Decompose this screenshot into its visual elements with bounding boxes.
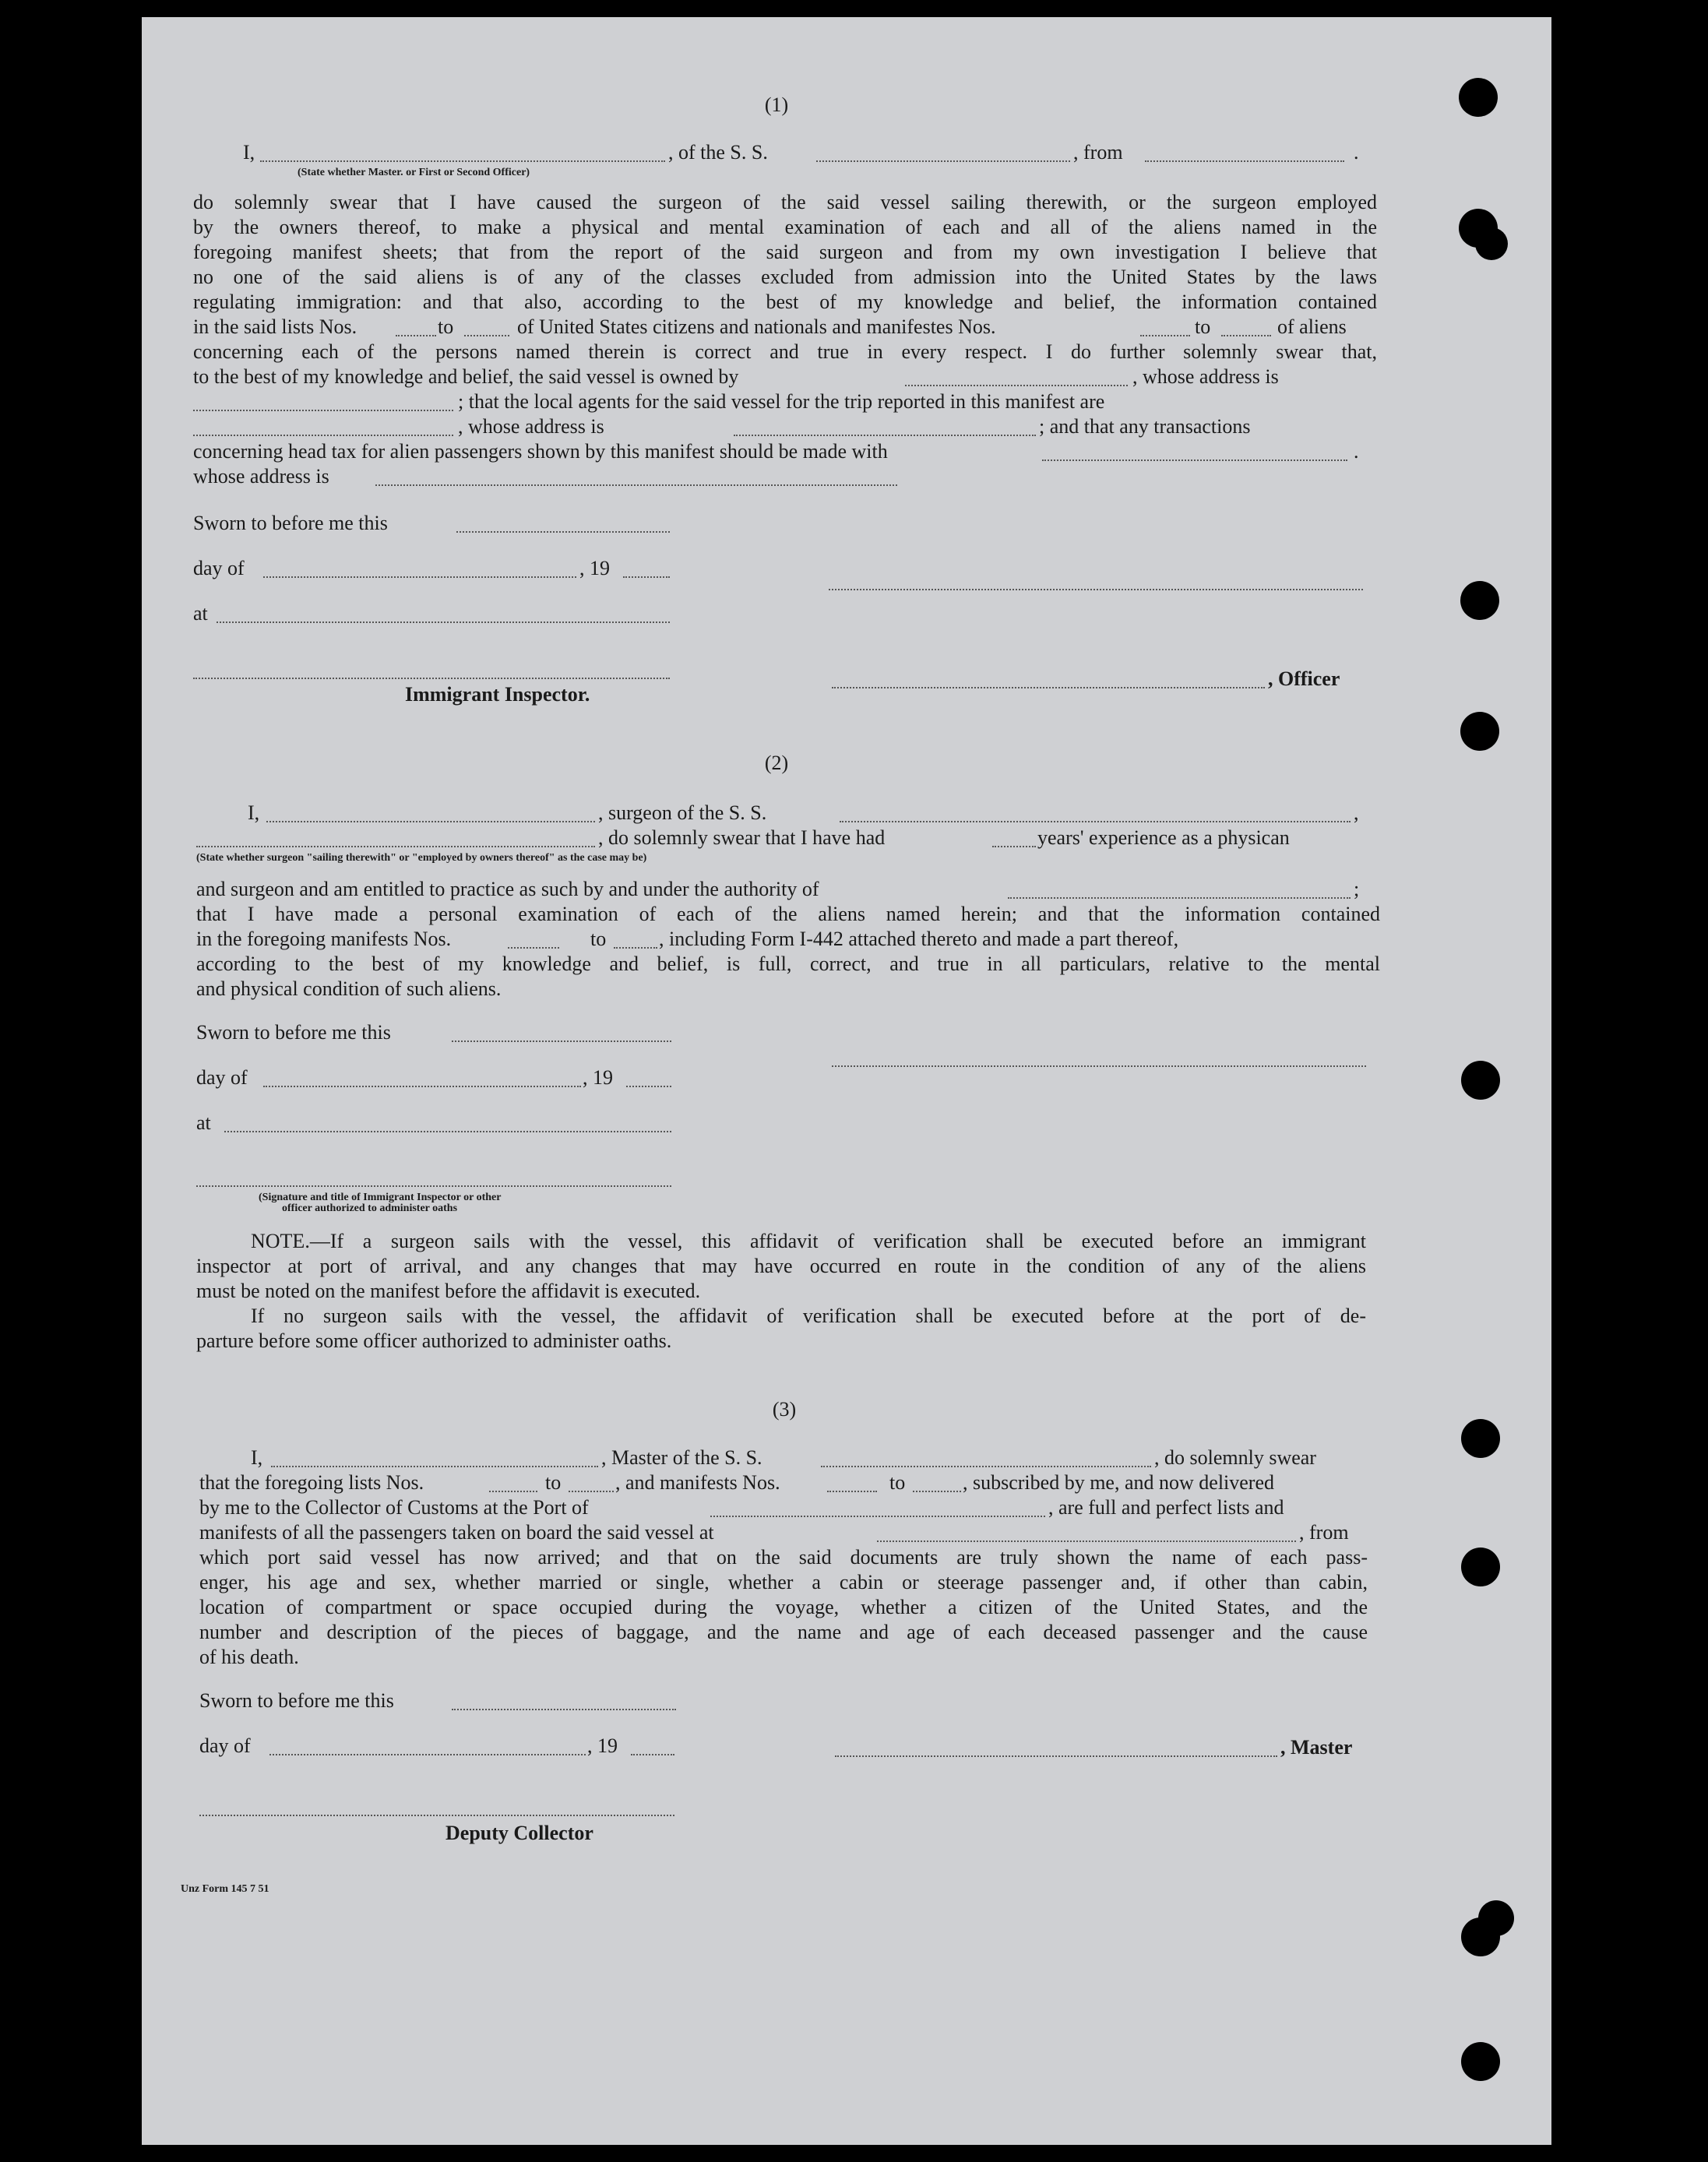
s1-at: at [193, 602, 208, 625]
s3-master-sig-field[interactable] [835, 1755, 1277, 1757]
s3-name-field[interactable] [271, 1466, 598, 1467]
s1-l6-a: in the said lists Nos. [193, 315, 357, 338]
s2-l3-end: ; [1354, 878, 1360, 900]
s3-lists-to-field[interactable] [569, 1491, 614, 1492]
s3-manifests-from-field[interactable] [827, 1491, 877, 1492]
s1-inspector-sig-field[interactable] [193, 678, 670, 679]
binder-hole-10 [1461, 1917, 1500, 1956]
note-line-5: parture before some officer authorized to administer oaths. [196, 1329, 672, 1352]
s3-line-9: of his death. [199, 1646, 299, 1668]
s2-manifests-from-field[interactable] [508, 947, 559, 949]
s1-i: I, [243, 141, 255, 164]
s3-port-field[interactable] [710, 1516, 1045, 1517]
s1-officer-note: (State whether Master. or First or Second Officer) [298, 167, 530, 178]
s3-sworn: Sworn to before me this [199, 1689, 394, 1712]
s1-of-ss: , of the S. S. [668, 141, 768, 164]
binder-hole-11 [1461, 2042, 1500, 2081]
section-2-number: (2) [764, 752, 789, 774]
s1-l8-b: , whose address is [1132, 365, 1279, 388]
s1-line-2: by the owners thereof, to make a physical and mental examination of each and all of the aliens named in the [193, 216, 1377, 238]
s1-lists-from-field[interactable] [396, 335, 436, 336]
s1-inspector-label: Immigrant Inspector. [405, 683, 590, 706]
s1-sworn-field[interactable] [456, 531, 670, 533]
s1-line-1: do solemnly swear that I have caused the surgeon of the said vessel sailing therewith, or the surgeon employed [193, 191, 1377, 213]
s3-r2-c: , and manifests Nos. [615, 1471, 780, 1494]
binder-hole-4 [1460, 581, 1499, 620]
s2-at-field[interactable] [224, 1131, 671, 1132]
s2-manifests-to-field[interactable] [614, 947, 657, 949]
s1-line-5: regulating immigration: and that also, according to the best of my knowledge and belief, the information contained [193, 290, 1377, 313]
s3-board-port-field[interactable] [877, 1541, 1296, 1542]
s1-lists-to-field[interactable] [464, 335, 509, 336]
s2-r2-b: years' experience as a physican [1037, 826, 1290, 849]
s3-r2-a: that the foregoing lists Nos. [199, 1471, 424, 1494]
s1-sworn: Sworn to before me this [193, 512, 388, 534]
s3-line-5: which port said vessel has now arrived; and that on the said documents are truly shown the name of each pass- [199, 1546, 1368, 1569]
s1-l11-a: concerning head tax for alien passengers shown by this manifest should be made with [193, 440, 888, 463]
s2-l3: and surgeon and am entitled to practice as such by and under the authority of [196, 878, 819, 900]
s3-r3-a: by me to the Collector of Customs at the Port of [199, 1496, 589, 1519]
s2-year-field[interactable] [626, 1086, 671, 1087]
form-identifier: Unz Form 145 7 51 [181, 1883, 269, 1895]
s1-agents-field[interactable] [193, 435, 453, 436]
s1-day-field[interactable] [263, 576, 576, 578]
s2-at: at [196, 1111, 211, 1134]
s2-surgeon-of-ss: , surgeon of the S. S. [598, 801, 767, 824]
s1-l6-b: to [438, 315, 454, 338]
s1-year-field[interactable] [623, 576, 670, 578]
s1-owner-field[interactable] [905, 385, 1128, 386]
s1-line-7: concerning each of the persons named therein is correct and true in every respect. I do further solemnly swear that, [193, 340, 1377, 363]
s1-agents-address-field[interactable] [734, 435, 1036, 436]
s2-line-7: and physical condition of such aliens. [196, 977, 502, 1000]
s1-l8-a: to the best of my knowledge and belief, the said vessel is owned by [193, 365, 739, 388]
s3-r4-b: , from [1299, 1521, 1349, 1544]
s2-l5-c: , including Form I-442 attached thereto and made a part thereof, [659, 928, 1179, 950]
s1-year: , 19 [579, 557, 610, 579]
s3-r2-e: , subscribed by me, and now delivered [963, 1471, 1275, 1494]
s3-line-7: location of compartment or space occupied during the voyage, whether a citizen of the United States, and the [199, 1596, 1368, 1618]
s3-vessel-field[interactable] [821, 1466, 1151, 1467]
s2-day-of: day of [196, 1066, 248, 1089]
s3-day-of: day of [199, 1734, 251, 1757]
s2-day-field[interactable] [263, 1086, 581, 1087]
s3-collector-label: Deputy Collector [445, 1822, 593, 1844]
s2-sig-note-2: officer authorized to administer oaths [282, 1202, 458, 1214]
binder-hole-5 [1460, 712, 1499, 751]
s1-l6-c: of United States citizens and nationals and manifestes Nos. [517, 315, 996, 338]
s3-r4-a: manifests of all the passengers taken on board the said vessel at [199, 1521, 714, 1544]
s2-inspector-sig-field[interactable] [196, 1185, 671, 1187]
s3-sworn-field[interactable] [452, 1709, 676, 1710]
s2-sig-note-1: (Signature and title of Immigrant Inspector or other [259, 1192, 502, 1203]
s1-head-tax-field[interactable] [1042, 460, 1347, 461]
s1-officer-sig-field[interactable] [832, 687, 1265, 688]
s2-year: , 19 [583, 1066, 613, 1089]
s3-master-label: , Master [1280, 1736, 1353, 1759]
s2-l5-a: in the foregoing manifests Nos. [196, 928, 452, 950]
s3-manifests-to-field[interactable] [913, 1491, 961, 1492]
form-page [142, 17, 1551, 2145]
note-line-1: NOTE.—If a surgeon sails with the vessel, this affidavit of verification shall be executed before an immigrant [251, 1230, 1366, 1252]
s2-surgeon-note: (State whether surgeon "sailing therewith" or "employed by owners thereof" as the case may be) [196, 852, 647, 864]
s3-r2-b: to [545, 1471, 562, 1494]
s1-head-tax-address-field[interactable] [375, 484, 897, 486]
binder-hole-7 [1461, 1419, 1500, 1458]
s3-line-8: number and description of the pieces of baggage, and the name and age of each deceased passenger and the cause [199, 1621, 1368, 1643]
binder-hole-3 [1475, 227, 1508, 260]
s3-r3-b: , are full and perfect lists and [1048, 1496, 1284, 1519]
s3-year-field[interactable] [631, 1754, 674, 1755]
s1-line-4: no one of the said aliens is of any of the classes excluded from admission into the United States by the laws [193, 266, 1377, 288]
s3-master-of-ss: , Master of the S. S. [601, 1446, 762, 1469]
s3-line-6: enger, his age and sex, whether married or single, whether a cabin or steerage passenger and, if other than cabin, [199, 1571, 1368, 1593]
s1-period: . [1354, 141, 1359, 164]
section-1-number: (1) [764, 93, 789, 116]
s3-swear: , do solemnly swear [1154, 1446, 1316, 1469]
note-line-2: inspector at port of arrival, and any changes that may have occurred en route in the condition of any of the aliens [196, 1255, 1366, 1277]
s2-authority-field[interactable] [1008, 897, 1351, 899]
s3-lists-from-field[interactable] [489, 1491, 537, 1492]
s2-comma: , [1354, 801, 1359, 824]
s2-l5-b: to [590, 928, 607, 950]
s2-vessel-field[interactable] [840, 821, 1351, 822]
s1-line-3: foregoing manifest sheets; that from the report of the said surgeon and from my own investigation I believe that [193, 241, 1377, 263]
s1-l12: whose address is [193, 465, 329, 488]
s2-i: I, [248, 801, 260, 824]
s1-from: , from [1073, 141, 1123, 164]
s2-right-sig-field[interactable] [832, 1065, 1366, 1067]
s1-owner-address-field[interactable] [193, 410, 453, 411]
s1-vessel-field[interactable] [816, 160, 1070, 162]
s2-name-field[interactable] [266, 821, 595, 822]
s1-line-9: ; that the local agents for the said vessel for the trip reported in this manifest are [458, 390, 1105, 413]
s1-manifests-to-field[interactable] [1221, 335, 1271, 336]
s1-right-sig-field[interactable] [829, 589, 1363, 590]
s2-line-4: that I have made a personal examination of each of the aliens named herein; and that the information contained [196, 903, 1380, 925]
s2-years-field[interactable] [992, 846, 1036, 847]
binder-hole-8 [1461, 1548, 1500, 1586]
binder-hole-1 [1459, 78, 1498, 117]
section-3-number: (3) [772, 1398, 797, 1421]
s1-l6-e: of aliens [1277, 315, 1347, 338]
s1-from-field[interactable] [1145, 160, 1344, 162]
binder-hole-6 [1461, 1061, 1500, 1100]
s2-line-6: according to the best of my knowledge and belief, is full, correct, and true in all particulars, relative to the mental [196, 952, 1380, 975]
note-line-4: If no surgeon sails with the vessel, the affidavit of verification shall be executed before at the port of de- [251, 1305, 1366, 1327]
s1-officer-label: , Officer [1268, 667, 1340, 690]
s1-at-field[interactable] [217, 621, 670, 623]
s1-l6-d: to [1195, 315, 1211, 338]
s1-day-of: day of [193, 557, 245, 579]
s1-officer-field[interactable] [260, 160, 665, 162]
s3-r2-d: to [889, 1471, 906, 1494]
s1-l10-a: , whose address is [458, 415, 604, 438]
s2-sworn-field[interactable] [452, 1041, 671, 1042]
s2-r2-a: , do solemnly swear that I have had [598, 826, 886, 849]
s3-collector-sig-field[interactable] [199, 1815, 674, 1816]
s3-year: , 19 [587, 1734, 618, 1757]
s3-i: I, [251, 1446, 263, 1469]
s1-l10-b: ; and that any transactions [1039, 415, 1251, 438]
s2-sworn: Sworn to before me this [196, 1021, 391, 1044]
s3-day-field[interactable] [269, 1754, 586, 1755]
note-line-3: must be noted on the manifest before the affidavit is executed. [196, 1280, 701, 1302]
s2-status-field[interactable] [196, 846, 595, 847]
s1-l11-b: . [1354, 440, 1359, 463]
s1-manifests-from-field[interactable] [1140, 335, 1190, 336]
